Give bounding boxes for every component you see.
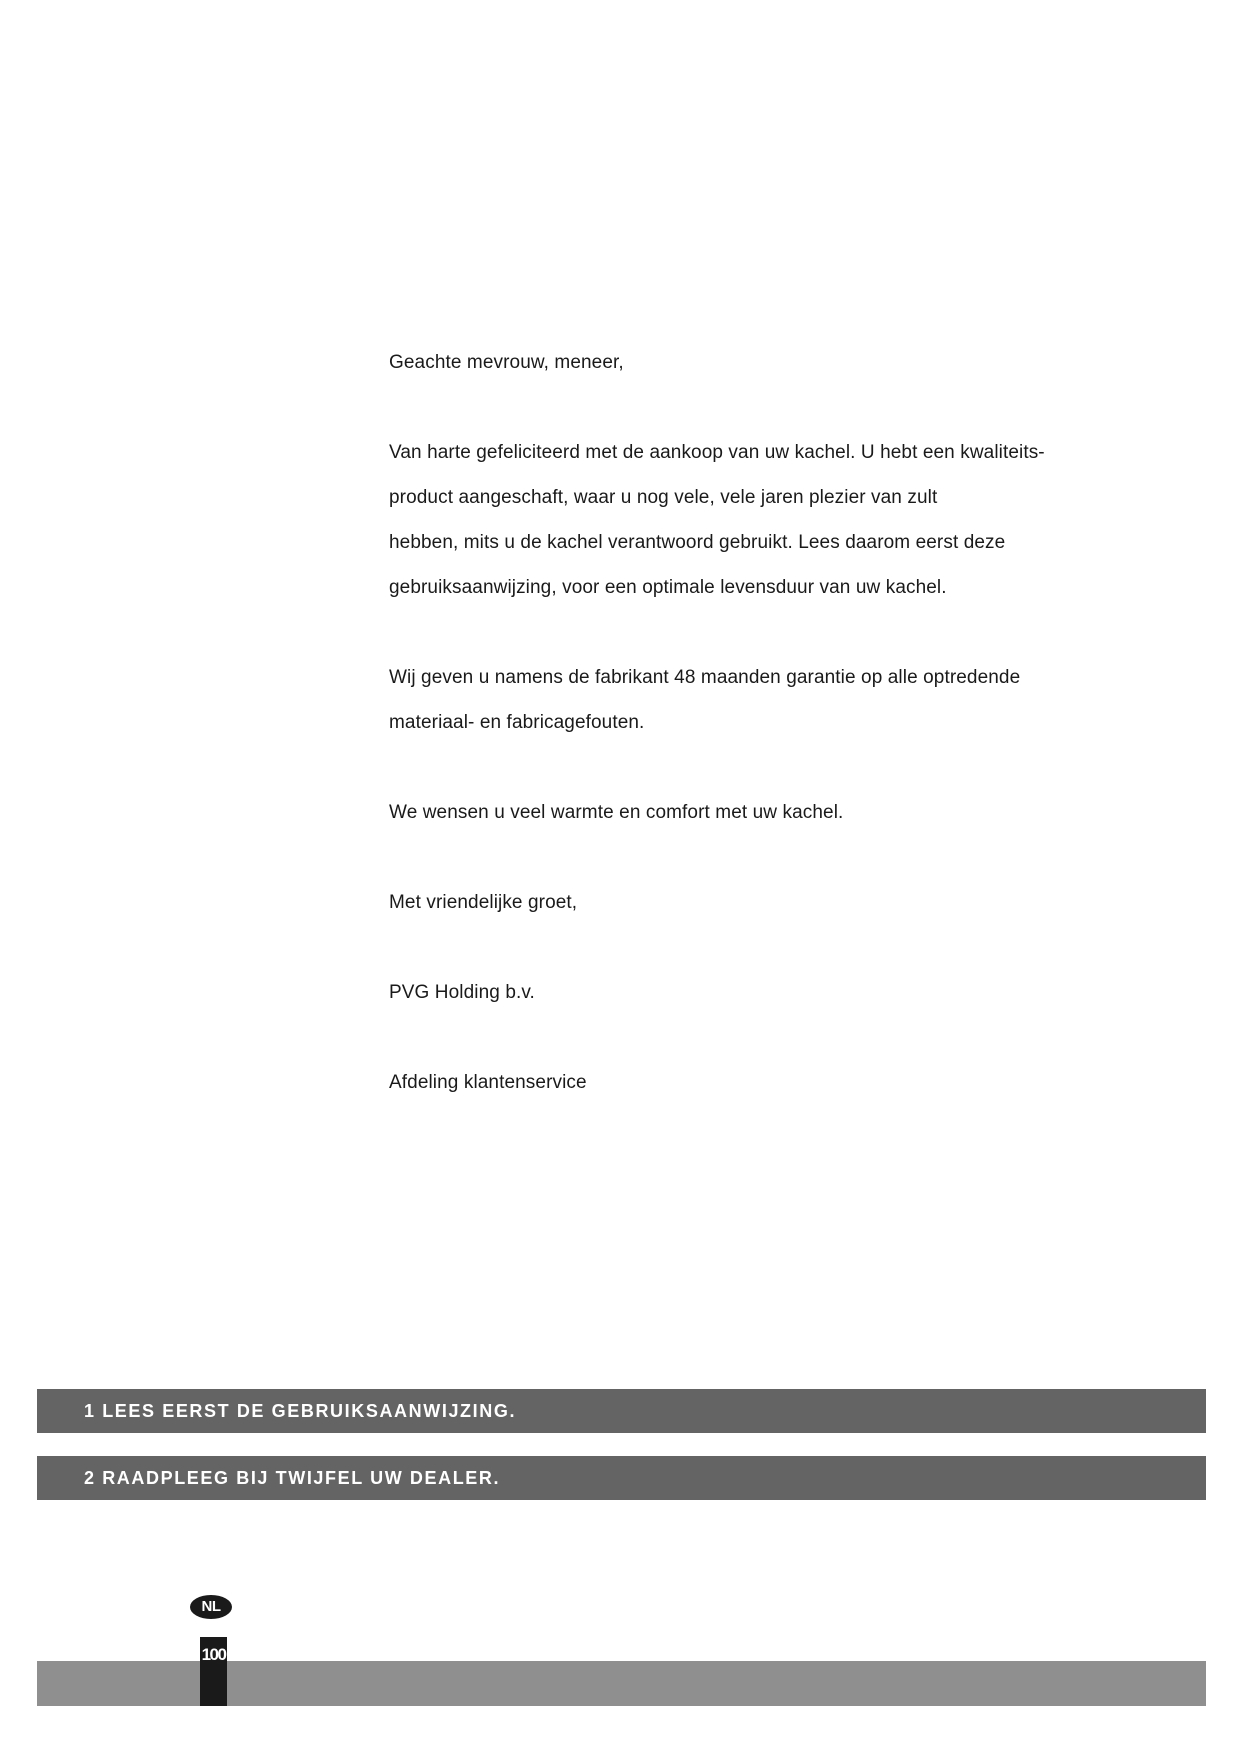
paragraph-warranty	[389, 655, 1109, 745]
closing: Met vriendelijke groet,	[389, 892, 578, 913]
paragraph-spacer	[389, 610, 1109, 655]
paragraph-spacer	[389, 835, 1109, 880]
instruction-banner-read-manual: 1 LEES EERST DE GEBRUIKSAANWIJZING.	[37, 1389, 1206, 1433]
paragraph-spacer	[389, 385, 1109, 430]
paragraph-line: gebruiksaanwijzing, voor een optimale levensduur van uw kachel.	[389, 577, 947, 598]
paragraph-congratulations	[389, 430, 1109, 610]
instruction-banner-consult-dealer: 2 RAADPLEEG BIJ TWIJFEL UW DEALER.	[37, 1456, 1206, 1500]
paragraph-line: product aangeschaft, waar u nog vele, vele jaren plezier van zult	[389, 487, 938, 508]
paragraph-line: hebben, mits u de kachel verantwoord gebruikt. Lees daarom eerst deze	[389, 532, 1006, 553]
paragraph-line: materiaal- en fabricagefouten.	[389, 712, 645, 733]
language-badge: NL	[190, 1595, 232, 1619]
letter-body	[389, 340, 1109, 1105]
paragraph-spacer	[389, 1015, 1109, 1060]
salutation: Geachte mevrouw, meneer,	[389, 352, 624, 373]
paragraph-spacer	[389, 925, 1109, 970]
paragraph-line: Van harte gefeliciteerd met de aankoop van uw kachel. U hebt een kwaliteits-	[389, 442, 1045, 463]
paragraph-spacer	[389, 745, 1109, 790]
paragraph-line: Wij geven u namens de fabrikant 48 maanden garantie op alle optredende	[389, 667, 1021, 688]
company-name: PVG Holding b.v.	[389, 982, 535, 1003]
paragraph-wishes: We wensen u veel warmte en comfort met uw kachel.	[389, 802, 844, 823]
page-number-tab: 100	[200, 1637, 227, 1706]
department-name: Afdeling klantenservice	[389, 1072, 587, 1093]
